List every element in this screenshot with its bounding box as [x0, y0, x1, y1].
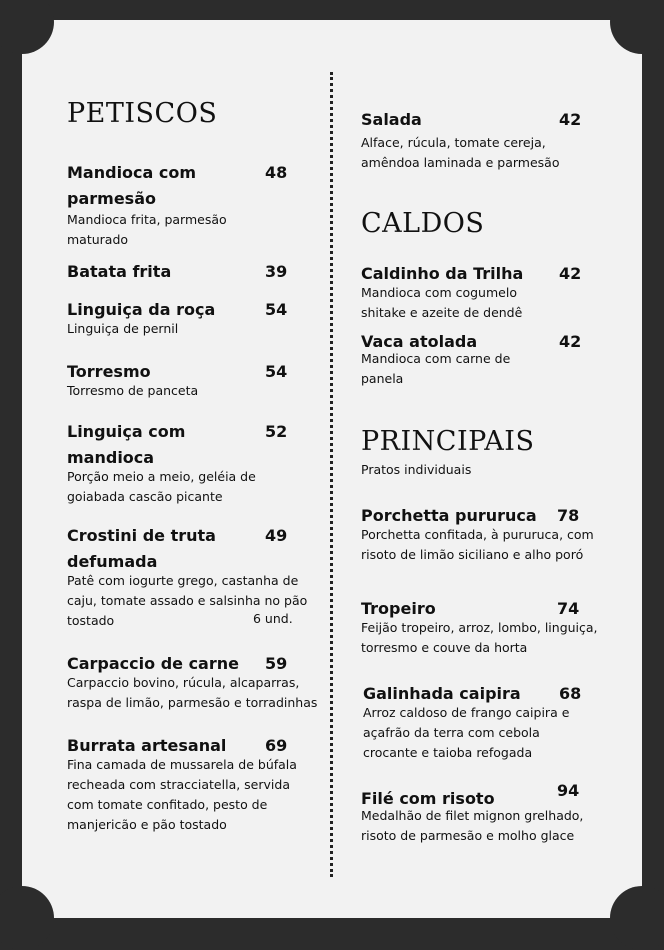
item-description: Porção meio a meio, geléia de goiabada cascão picante [67, 469, 256, 504]
menu-item [361, 781, 611, 846]
item-name: Carpaccio de carne [67, 654, 239, 673]
item-name: Salada [361, 110, 422, 129]
item-price: 42 [559, 110, 582, 129]
menu-item [67, 359, 297, 401]
menu-item [363, 681, 613, 763]
item-price: 54 [265, 362, 288, 381]
item-description: Mandioca com carne de panela [361, 351, 511, 386]
item-name: Linguiça da roça [67, 300, 216, 319]
item-price: 49 [265, 526, 288, 545]
section-title-petiscos: PETISCOS [67, 98, 218, 129]
menu-item [361, 329, 601, 389]
item-description: Mandioca com cogumelo shitake e azeite de dendê [361, 285, 523, 320]
item-description: Porchetta confitada, à pururuca, com risoto de limão siciliano e alho poró [361, 527, 594, 562]
item-name: Linguiça com mandioca [67, 422, 186, 467]
item-price: 48 [265, 163, 288, 182]
menu-item [67, 297, 297, 339]
item-price: 69 [265, 736, 288, 755]
item-name: Crostini de truta defumada [67, 526, 216, 571]
menu-item [361, 596, 611, 658]
menu-item [67, 523, 327, 631]
item-description: Torresmo de panceta [67, 383, 199, 398]
item-description: Carpaccio bovino, rúcula, alcaparras, raspa de limão, parmesão e torradinhas [67, 675, 318, 710]
corner-notch-bottom-right [610, 886, 664, 950]
item-price: 42 [559, 332, 582, 351]
item-price: 42 [559, 264, 582, 283]
item-description: Alface, rúcula, tomate cereja, amêndoa laminada e parmesão [361, 135, 560, 170]
item-description: Patê com iogurte grego, castanha de caju, tomate assado e salsinha no pão tostado [67, 573, 308, 628]
menu-item [67, 160, 297, 250]
item-description: Medalhão de filet mignon grelhado, risoto de parmesão e molho glace [361, 808, 584, 843]
item-name: Batata frita [67, 262, 172, 281]
section-title-caldos: CALDOS [361, 208, 485, 239]
item-price: 54 [265, 300, 288, 319]
item-price: 74 [557, 599, 580, 618]
item-price: 52 [265, 422, 288, 441]
item-description: Feijão tropeiro, arroz, lombo, linguiça, torresmo e couve da horta [361, 620, 598, 655]
item-description: Mandioca frita, parmesão maturado [67, 212, 227, 247]
menu-item [361, 261, 601, 323]
menu-item [67, 651, 329, 713]
item-price: 78 [557, 506, 580, 525]
section-title-principais: PRINCIPAIS [361, 426, 535, 457]
item-name: Filé com risoto [361, 789, 495, 808]
item-name: Torresmo [67, 362, 151, 381]
item-price: 94 [557, 781, 580, 800]
item-description: Fina camada de mussarela de búfala recheada com stracciatella, servida com tomate confitado, pesto de manjericão e pão tostado [67, 757, 297, 832]
item-price: 39 [265, 262, 288, 281]
section-subtitle: Pratos individuais [361, 462, 472, 477]
menu-item [361, 503, 611, 565]
menu-item [67, 259, 297, 285]
item-description: Linguiça de pernil [67, 321, 179, 336]
item-description: Arroz caldoso de frango caipira e açafrão da terra com cebola crocante e taioba refogada [363, 705, 570, 760]
item-name: Tropeiro [361, 599, 436, 618]
item-price: 59 [265, 654, 288, 673]
item-name: Burrata artesanal [67, 736, 227, 755]
item-price: 68 [559, 684, 582, 703]
item-name: Vaca atolada [361, 332, 478, 351]
menu-item [67, 419, 297, 507]
item-name: Porchetta pururuca [361, 506, 537, 525]
menu-item [361, 107, 601, 173]
item-name: Mandioca com parmesão [67, 163, 197, 208]
column-divider [330, 72, 333, 877]
item-name: Galinhada caipira [363, 684, 521, 703]
item-quantity: 6 und. [253, 611, 293, 626]
item-name: Caldinho da Trilha [361, 264, 524, 283]
menu-item [67, 733, 317, 835]
